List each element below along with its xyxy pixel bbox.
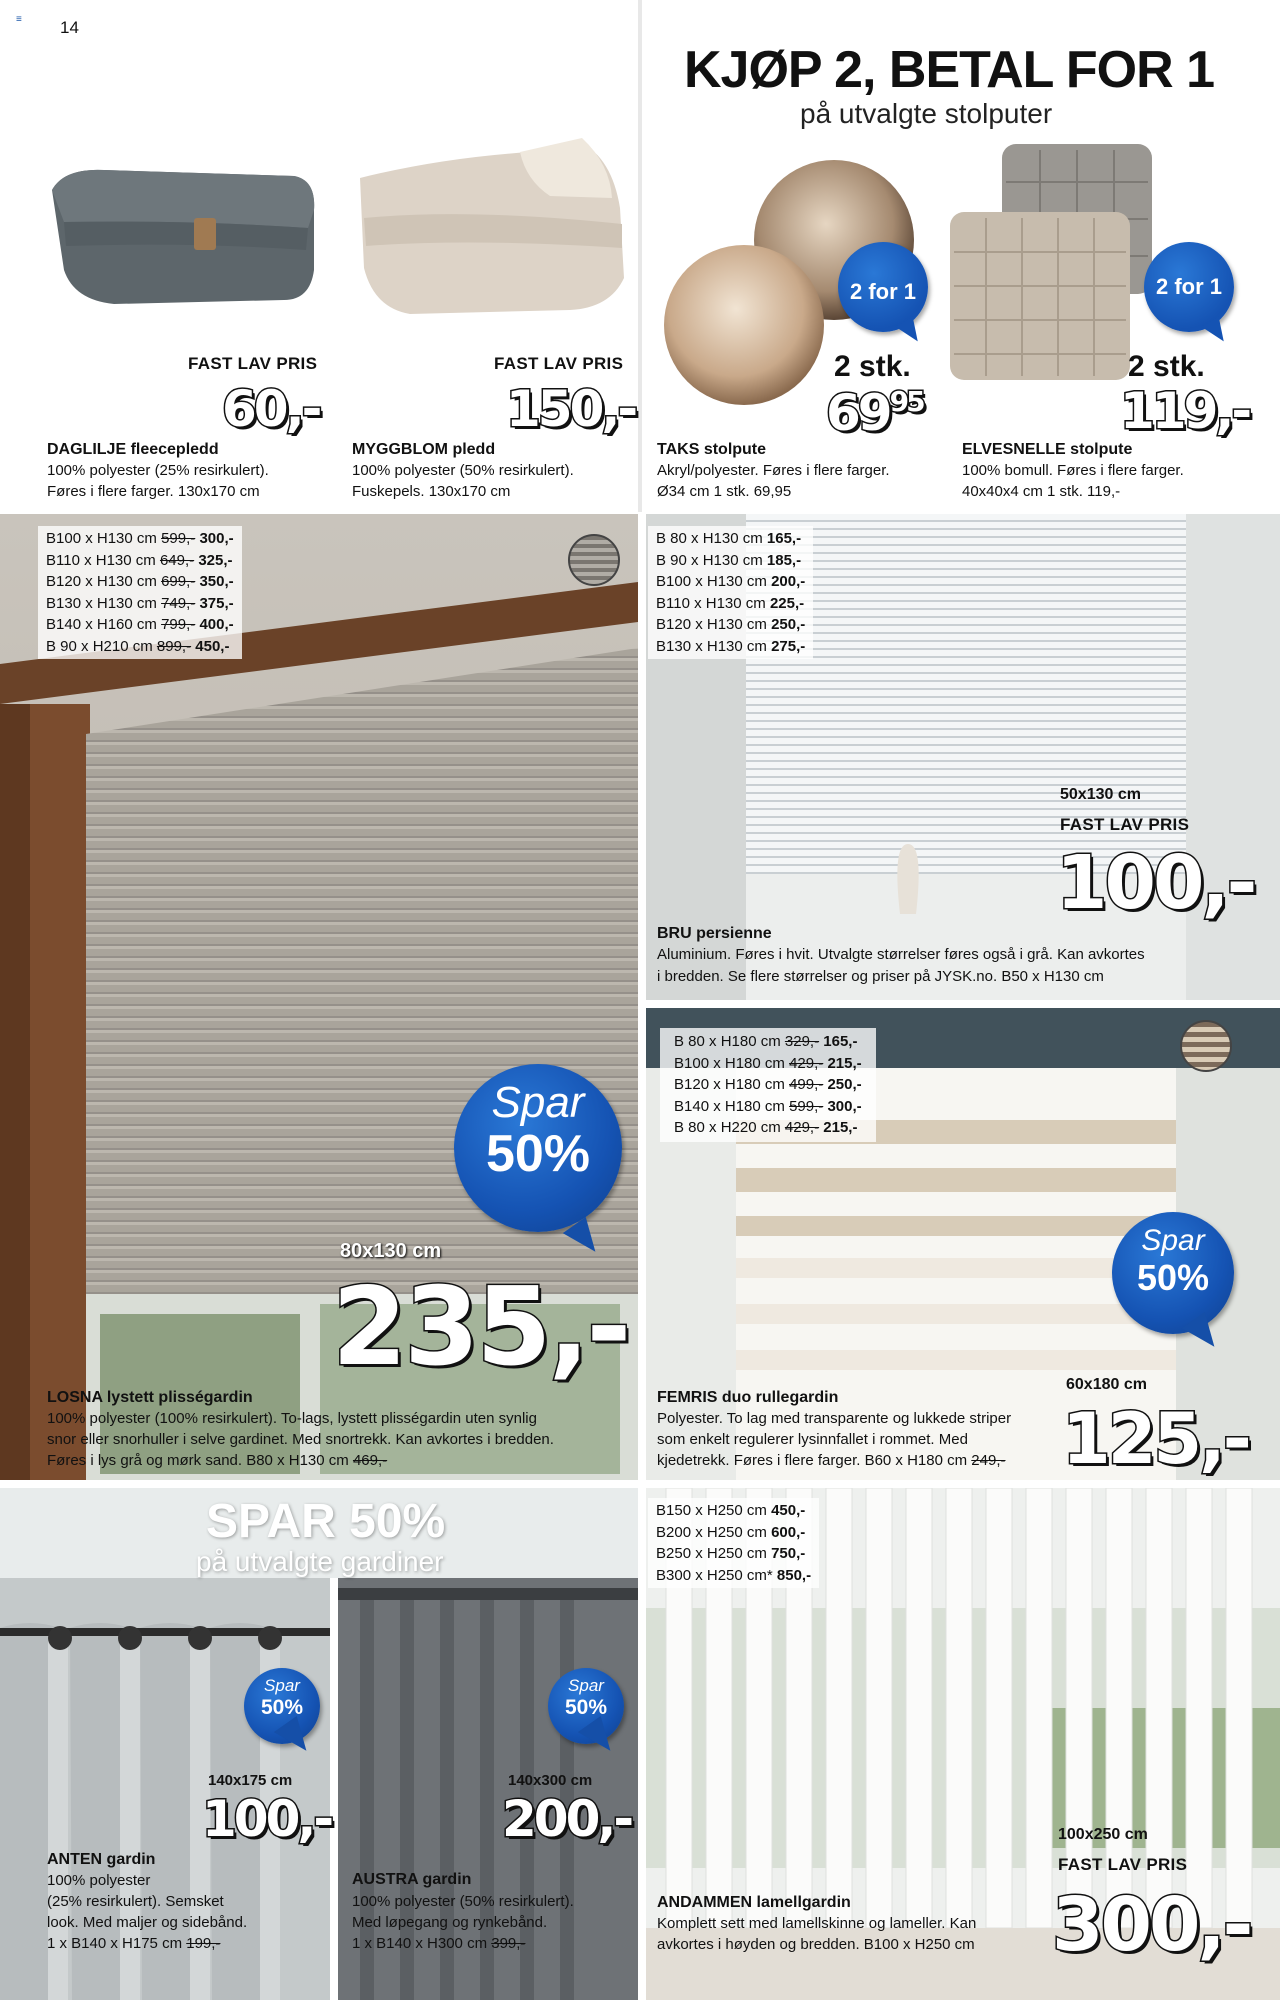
page-number: 14 xyxy=(60,18,79,37)
old-price: 799,- xyxy=(161,616,196,633)
price-cents: 95 xyxy=(889,385,923,418)
product-desc-line: 100% polyester (25% resirkulert). xyxy=(47,462,269,479)
column-divider xyxy=(638,0,642,512)
size: B130 x H130 cm xyxy=(46,594,157,612)
new-price: 400,- xyxy=(199,616,234,633)
product-name[interactable]: AUSTRA gardin xyxy=(352,1871,472,1888)
price-main: 69 xyxy=(826,384,890,442)
price: 750,- xyxy=(771,1545,806,1562)
size-row xyxy=(46,636,234,658)
product-name[interactable]: DAGLILJE fleecepledd xyxy=(47,441,219,458)
size: B120 x H130 cm xyxy=(46,573,157,590)
product-desc-line: look. Med maljer og sidebånd. xyxy=(47,1914,248,1931)
new-price: 450,- xyxy=(195,637,230,655)
product-desc-line: (25% resirkulert). Semsket xyxy=(47,1893,224,1910)
product-desc-line: 100% bomull. Føres i flere farger. xyxy=(962,462,1184,479)
old-price: 329,- xyxy=(784,1033,820,1050)
old-price: 399,- xyxy=(491,1935,526,1952)
old-price: 599,- xyxy=(161,530,196,547)
fast-lav-pris-label: FAST LAV PRIS xyxy=(1058,1855,1188,1874)
quantity-label: 2 stk. xyxy=(834,350,911,383)
spar-50-badge xyxy=(454,1064,622,1232)
price: 450,- xyxy=(771,1502,806,1519)
two-for-one-tag-text: 2 for 1 xyxy=(849,279,917,304)
product-desc-line: som enkelt regulerer lysinnfallet i rommet. Med xyxy=(657,1431,968,1448)
price: 125,- xyxy=(1062,1398,1249,1480)
dimensions-label: 80x130 cm xyxy=(340,1240,442,1262)
fleece-blanket-image xyxy=(44,150,324,320)
price: 119,- xyxy=(1120,382,1250,440)
badge-line-1: Spar xyxy=(568,1676,604,1695)
menu-icon[interactable]: ≡ xyxy=(16,14,22,25)
desc-text: 1 x B140 x H300 cm xyxy=(352,1935,492,1952)
curtains-headline: SPAR 50% xyxy=(206,1495,446,1548)
size: B200 x H250 cm xyxy=(656,1523,767,1541)
product-desc-line: 100% polyester xyxy=(47,1872,151,1889)
new-price: 165,- xyxy=(823,1033,858,1050)
size-row xyxy=(674,1117,862,1139)
old-price: 249,- xyxy=(971,1452,1006,1469)
size: B120 x H180 cm xyxy=(674,1076,785,1093)
size-row xyxy=(656,1522,811,1544)
price: 600,- xyxy=(771,1523,806,1541)
size-row xyxy=(656,1543,811,1565)
size: B120 x H130 cm xyxy=(656,616,767,633)
price: 850,- xyxy=(776,1566,812,1584)
size: B 90 x H210 cm xyxy=(46,637,153,655)
product-name[interactable]: ANDAMMEN lamellgardin xyxy=(657,1894,851,1911)
product-desc-line: 100% polyester (100% resirkulert). To-lags, lystett plisségardin uten synlig xyxy=(47,1410,537,1427)
price: 235,- xyxy=(332,1265,629,1390)
size: B 80 x H130 cm xyxy=(656,530,763,547)
product-desc-line: avkortes i høyden og bredden. B100 x H250 cm xyxy=(657,1936,975,1953)
desc-text: 1 x B140 x H175 cm xyxy=(47,1935,187,1952)
product-desc-line: Ø34 cm 1 stk. 69,95 xyxy=(657,483,792,500)
size: B100 x H180 cm xyxy=(674,1054,785,1072)
product-name[interactable]: ANTEN gardin xyxy=(47,1851,156,1868)
desc-text: Føres i lys grå og mørk sand. B80 x H130 cm xyxy=(47,1452,353,1469)
size-price-list xyxy=(38,526,242,659)
two-for-one-tag xyxy=(1144,242,1234,332)
product-desc-line xyxy=(47,1450,387,1471)
old-price: 469,- xyxy=(352,1452,388,1469)
badge-line-1: Spar xyxy=(264,1676,300,1695)
size-row xyxy=(656,550,805,572)
size-row xyxy=(674,1031,862,1053)
spar-50-badge xyxy=(1112,1212,1234,1334)
size-row xyxy=(46,550,234,572)
new-price: 300,- xyxy=(827,1097,862,1115)
size-row xyxy=(656,593,805,615)
size: B140 x H160 cm xyxy=(46,616,157,633)
old-price: 599,- xyxy=(789,1097,824,1115)
price: 100,- xyxy=(202,1790,332,1848)
price xyxy=(826,384,923,442)
old-price: 899,- xyxy=(156,637,192,655)
fur-throw-image xyxy=(350,128,630,318)
price: 165,- xyxy=(766,530,802,547)
size: B130 x H130 cm xyxy=(656,637,767,655)
color-swatch[interactable] xyxy=(568,534,620,586)
badge-line-2: 50% xyxy=(485,1125,591,1183)
new-price: 375,- xyxy=(199,594,234,612)
product-desc-line xyxy=(352,1933,525,1954)
size-row xyxy=(46,593,234,615)
size: B 80 x H220 cm xyxy=(674,1119,781,1136)
price: 200,- xyxy=(502,1790,632,1848)
fast-lav-pris-label: FAST LAV PRIS xyxy=(188,354,318,373)
size-price-list xyxy=(648,1498,819,1588)
badge-line-1: Spar xyxy=(491,1078,585,1127)
product-name[interactable]: TAKS stolpute xyxy=(657,441,767,458)
size: B 90 x H130 cm xyxy=(656,551,763,569)
promo-headline: KJØP 2, BETAL FOR 1 xyxy=(684,41,1215,99)
size-row xyxy=(656,1500,811,1522)
dimensions-label: 60x180 cm xyxy=(1066,1376,1147,1393)
old-price: 749,- xyxy=(161,594,196,612)
size-price-list xyxy=(660,1028,876,1142)
size-price-list xyxy=(648,526,813,659)
product-name[interactable]: LOSNA lystett plisségardin xyxy=(47,1389,253,1406)
product-desc-line: i bredden. Se flere størrelser og priser på JYSK.no. B50 x H130 cm xyxy=(657,968,1104,985)
product-desc-line: Aluminium. Føres i hvit. Utvalgte størrelser føres også i grå. Kan avkortes xyxy=(657,946,1145,963)
size-row xyxy=(46,571,234,593)
two-for-one-tag xyxy=(838,242,928,332)
size-row xyxy=(46,614,234,636)
size-row xyxy=(674,1096,862,1118)
fast-lav-pris-label: FAST LAV PRIS xyxy=(494,354,624,373)
quantity-label: 2 stk. xyxy=(1128,350,1205,383)
badge-line-1: Spar xyxy=(1141,1224,1205,1257)
old-price: 199,- xyxy=(186,1935,221,1952)
price: 200,- xyxy=(771,573,806,590)
old-price: 649,- xyxy=(159,551,195,569)
product-desc-line: Komplett sett med lamellskinne og lameller. Kan xyxy=(657,1915,977,1932)
size: B150 x H250 cm xyxy=(656,1502,767,1519)
new-price: 350,- xyxy=(199,573,234,590)
size-row xyxy=(656,528,805,550)
product-name[interactable]: MYGGBLOM pledd xyxy=(352,441,496,458)
old-price: 699,- xyxy=(161,573,196,590)
product-name[interactable]: BRU persienne xyxy=(657,925,772,942)
product-desc-line xyxy=(657,1450,1006,1471)
product-desc-line xyxy=(47,1933,220,1954)
new-price: 215,- xyxy=(827,1054,862,1072)
product-desc-line: 40x40x4 cm 1 stk. 119,- xyxy=(962,483,1121,500)
size: B100 x H130 cm xyxy=(46,530,157,547)
spar-50-badge xyxy=(244,1668,320,1744)
badge-line-2: 50% xyxy=(1136,1257,1210,1298)
old-price: 499,- xyxy=(789,1076,824,1093)
dimensions-label: 140x175 cm xyxy=(208,1772,293,1789)
size-row xyxy=(656,1565,811,1587)
product-desc-line: snor eller snorhuller i selve gardinet. Med snortrekk. Kan avkortes i bredden. xyxy=(47,1431,554,1448)
product-desc-line: 100% polyester (50% resirkulert). xyxy=(352,1893,574,1910)
product-name[interactable]: ELVESNELLE stolpute xyxy=(962,441,1133,458)
product-name[interactable]: FEMRIS duo rullegardin xyxy=(657,1389,839,1406)
size-row xyxy=(656,571,805,593)
size-row xyxy=(674,1053,862,1075)
size: B 80 x H180 cm xyxy=(674,1033,781,1050)
product-desc-line: Akryl/polyester. Føres i flere farger. xyxy=(657,462,890,479)
dimensions-label: 50x130 cm xyxy=(1060,786,1141,803)
curtains-subline: på utvalgte gardiner xyxy=(196,1546,444,1577)
dimensions-label: 140x300 cm xyxy=(508,1772,593,1789)
size-row xyxy=(674,1074,862,1096)
two-for-one-tag-text: 2 for 1 xyxy=(1155,274,1223,299)
price: 150,- xyxy=(506,380,636,438)
dimensions-label: 100x250 cm xyxy=(1058,1826,1148,1843)
new-price: 250,- xyxy=(827,1076,862,1093)
size: B110 x H130 cm xyxy=(46,551,156,569)
size: B300 x H250 cm* xyxy=(656,1566,773,1584)
size: B100 x H130 cm xyxy=(656,573,767,590)
price: 100,- xyxy=(1056,840,1255,926)
size-row xyxy=(656,636,805,658)
price: 60,- xyxy=(222,380,320,438)
new-price: 300,- xyxy=(199,530,234,547)
product-desc-line: Polyester. To lag med transparente og lukkede striper xyxy=(657,1410,1012,1427)
size-row xyxy=(656,614,805,636)
badge-line-2: 50% xyxy=(564,1696,608,1719)
spar-50-badge xyxy=(548,1668,624,1744)
new-price: 325,- xyxy=(198,551,233,569)
fast-lav-pris-label: FAST LAV PRIS xyxy=(1060,815,1190,834)
product-desc-line: Fuskepels. 130x170 cm xyxy=(352,483,511,500)
size: B250 x H250 cm xyxy=(656,1545,767,1562)
product-desc-line: Føres i flere farger. 130x170 cm xyxy=(47,483,260,500)
badge-line-2: 50% xyxy=(260,1696,304,1719)
price: 300,- xyxy=(1052,1882,1251,1968)
price: 250,- xyxy=(771,616,806,633)
promo-subline: på utvalgte stolputer xyxy=(800,98,1053,129)
size: B140 x H180 cm xyxy=(674,1097,785,1115)
price: 185,- xyxy=(766,551,802,569)
old-price: 429,- xyxy=(789,1054,824,1072)
price: 225,- xyxy=(769,594,805,612)
product-desc-line: 100% polyester (50% resirkulert). xyxy=(352,462,574,479)
size-row xyxy=(46,528,234,550)
old-price: 429,- xyxy=(784,1119,820,1136)
size: B110 x H130 cm xyxy=(656,594,766,612)
color-swatch[interactable] xyxy=(1180,1020,1232,1072)
new-price: 215,- xyxy=(823,1119,858,1136)
price: 275,- xyxy=(771,637,806,655)
desc-text: kjedetrekk. Føres i flere farger. B60 x H180 cm xyxy=(657,1452,972,1469)
product-desc-line: Med løpegang og rynkebånd. xyxy=(352,1914,548,1931)
